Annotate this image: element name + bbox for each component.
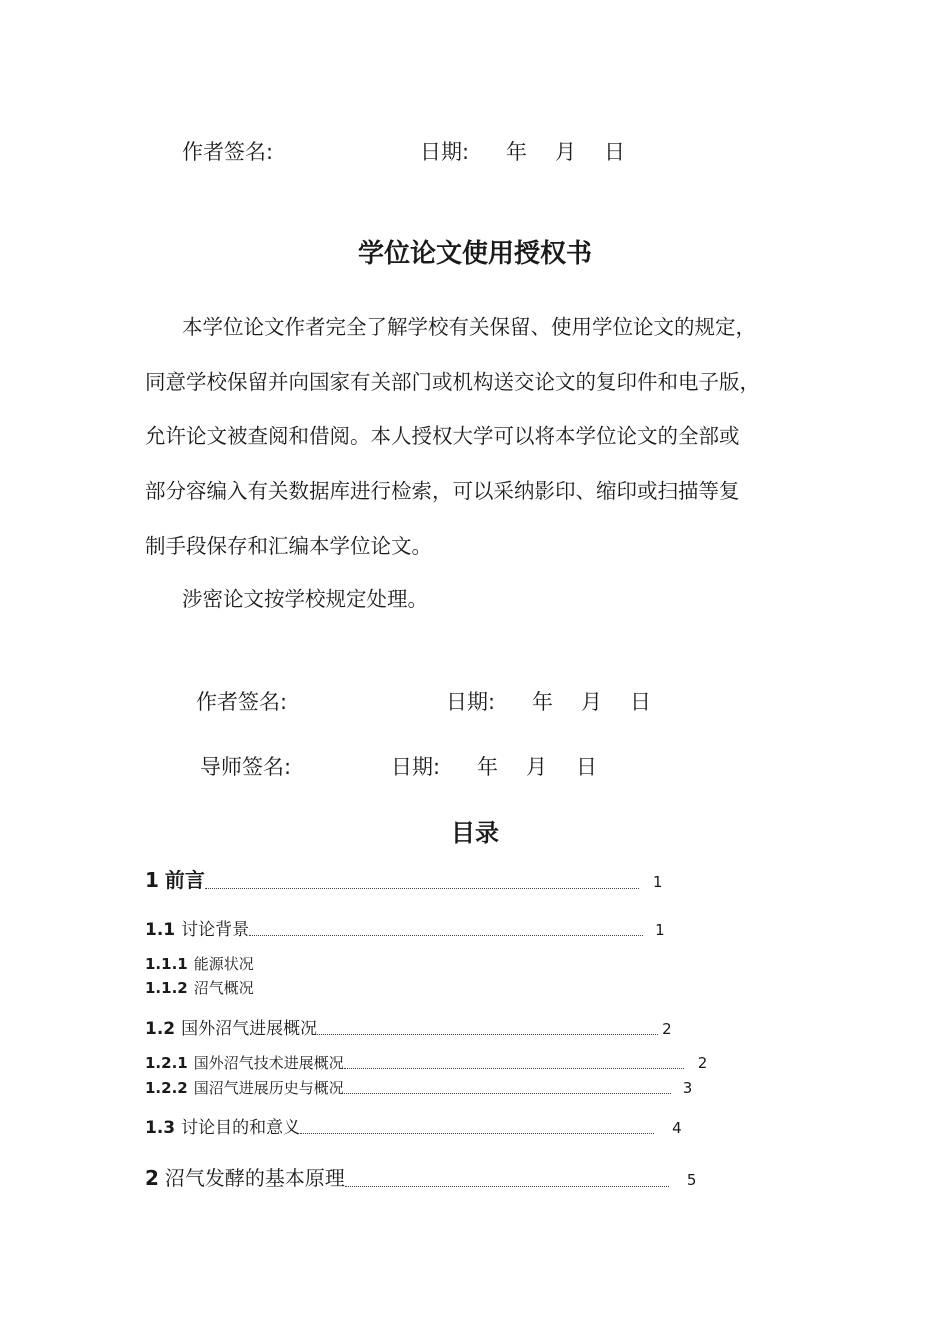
toc-entry[interactable] (145, 1162, 696, 1191)
secret-note: 涉密论文按学校规定处理。 (182, 587, 428, 611)
day-label: 日 (604, 140, 625, 164)
toc-entry[interactable] (145, 1052, 707, 1073)
toc-entry-page: 2 (697, 1054, 708, 1072)
license-line-5: 制手段保存和汇编本学位论文。 (145, 534, 432, 558)
toc-entry-page: 2 (662, 1020, 672, 1038)
toc-entry-number: 1.1 (145, 920, 176, 940)
toc-entry-label: 前言 (164, 868, 205, 892)
toc-entry-page: 3 (682, 1079, 693, 1097)
toc-entry-label: 国外沼气进展概况 (181, 1019, 318, 1039)
toc-entry-label: 国外沼气技术进展概况 (193, 1054, 344, 1072)
author-signature-label: 作者签名: (182, 140, 274, 164)
author-signature-label: 作者签名: (196, 690, 288, 714)
toc-entry[interactable] (145, 977, 254, 998)
license-title: 学位论文使用授权书 (357, 239, 592, 269)
year-label: 年 (532, 690, 553, 714)
toc-leader (300, 1133, 654, 1134)
advisor-signature-label: 导师签名: (200, 755, 292, 779)
toc-leader (345, 1186, 669, 1187)
toc-leader (249, 935, 643, 936)
month-label: 月 (555, 140, 576, 164)
year-label: 年 (477, 755, 498, 779)
toc-entry-number: 1.2.1 (145, 1054, 188, 1072)
toc-entry-number: 2 (145, 1166, 159, 1190)
toc-entry[interactable] (145, 915, 665, 940)
toc-leader (317, 1034, 658, 1035)
toc-entry-page: 1 (655, 921, 665, 939)
day-label: 日 (576, 755, 597, 779)
toc-entry-number: 1.1.1 (145, 955, 188, 973)
license-line-3: 允许论文被查阅和借阅。本人授权大学可以将本学位论文的全部或 (145, 424, 740, 448)
toc-entry[interactable] (145, 1113, 682, 1138)
license-line-4: 部分容编入有关数据库进行检索，可以采纳影印、缩印或扫描等复 (145, 479, 740, 503)
toc-entry[interactable] (145, 953, 254, 974)
date-label: 日期: (420, 140, 470, 164)
toc-entry-label: 讨论目的和意义 (181, 1118, 301, 1138)
toc-entry-label: 沼气概况 (193, 979, 254, 997)
date-label: 日期: (391, 755, 441, 779)
license-line-2: 同意学校保留并向国家有关部门或机构送交论文的复印件和电子版， (145, 370, 760, 394)
toc-entry[interactable] (145, 1014, 672, 1039)
toc-entry-label: 讨论背景 (181, 920, 250, 940)
toc-leader (205, 888, 639, 889)
toc-entry-number: 1 (145, 868, 159, 892)
toc-entry-page: 1 (652, 873, 663, 891)
toc-leader (344, 1093, 671, 1094)
toc-entry-number: 1.3 (145, 1118, 176, 1138)
toc-entry-number: 1.2 (145, 1019, 176, 1039)
toc-entry[interactable] (145, 1077, 692, 1098)
toc-entry-page: 5 (686, 1171, 697, 1189)
toc-entry[interactable] (145, 864, 662, 893)
toc-entry-label: 能源状况 (193, 955, 254, 973)
toc-leader (344, 1068, 684, 1069)
month-label: 月 (526, 755, 547, 779)
toc-title: 目录 (451, 819, 499, 847)
toc-entry-label: 国沼气进展历史与概况 (193, 1079, 344, 1097)
license-line-1: 本学位论文作者完全了解学校有关保留、使用学位论文的规定， (182, 315, 756, 339)
toc-entry-page: 4 (672, 1119, 682, 1137)
year-label: 年 (506, 140, 527, 164)
date-label: 日期: (446, 690, 496, 714)
day-label: 日 (630, 690, 651, 714)
toc-entry-number: 1.2.2 (145, 1079, 188, 1097)
toc-entry-label: 沼气发酵的基本原理 (164, 1166, 345, 1190)
month-label: 月 (581, 690, 602, 714)
toc-entry-number: 1.1.2 (145, 979, 188, 997)
